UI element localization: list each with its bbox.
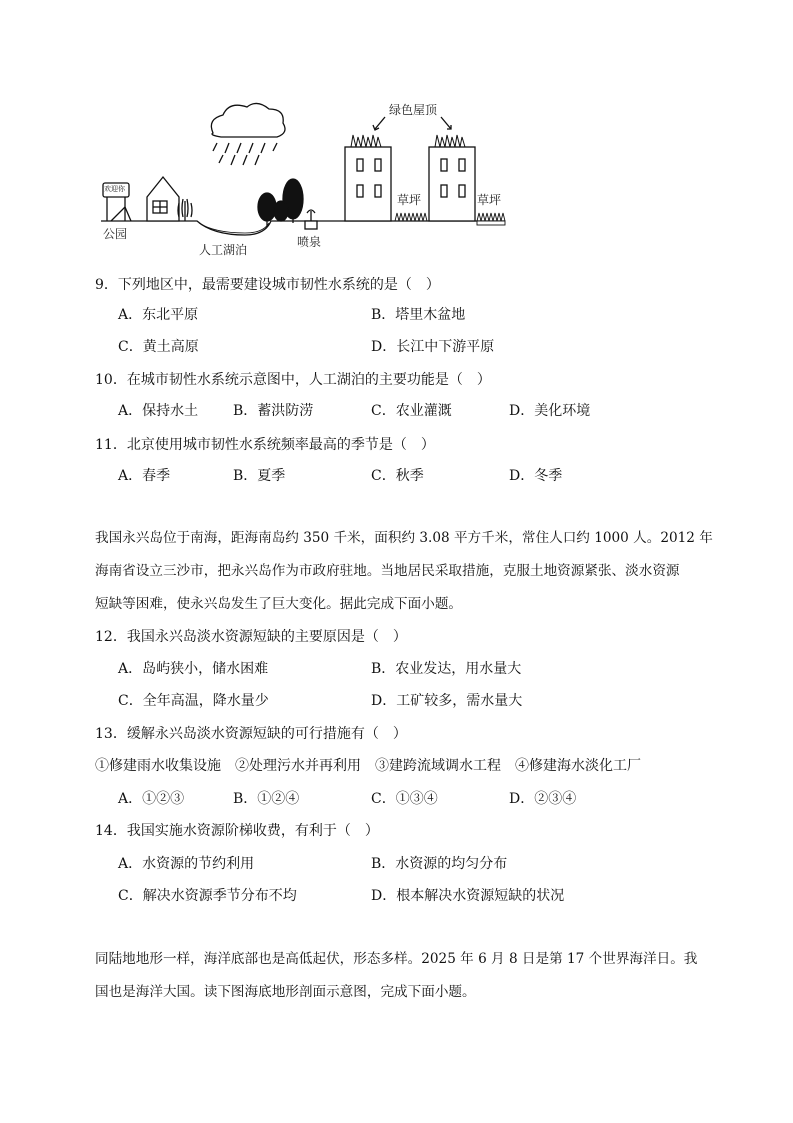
cloud-icon: [211, 103, 285, 137]
q14-option-d[interactable]: D．根本解决水资源短缺的状况: [371, 888, 565, 904]
q12-option-d[interactable]: D．工矿较多，需水量大: [371, 693, 523, 709]
park-label: 公园: [103, 227, 128, 241]
q10-option-b[interactable]: B．蓄洪防涝: [233, 403, 314, 419]
passage1-line3: 短缺等困难，使永兴岛发生了巨大变化。据此完成下面小题。: [95, 596, 463, 612]
lake-label: 人工湖泊: [199, 243, 248, 257]
q12-stem: 12．我国永兴岛淡水资源短缺的主要原因是（ ）: [95, 629, 407, 645]
q14-option-a[interactable]: A．水资源的节约利用: [118, 856, 255, 872]
building-icon-2: [429, 135, 475, 221]
fountain-label: 喷泉: [297, 235, 322, 249]
lawn-icon-1: [395, 213, 427, 221]
lawn-icon-2: [477, 213, 505, 221]
q11-option-d[interactable]: D．冬季: [509, 468, 563, 484]
lawn-label-1: 草坪: [397, 193, 422, 207]
passage1-line2: 海南省设立三沙市，把永兴岛作为市政府驻地。当地居民采取措施，克服土地资源紧张、淡水资源: [95, 563, 680, 579]
tree-icon: [258, 179, 303, 227]
lawn-label-2: 草坪: [477, 193, 502, 207]
q12-option-c[interactable]: C．全年高温，降水量少: [118, 693, 269, 709]
q11-stem: 11．北京使用城市韧性水系统频率最高的季节是（ ）: [95, 437, 435, 453]
passage2-line2: 国也是海洋大国。读下图海底地形剖面示意图，完成下面小题。: [95, 984, 476, 1000]
q9-stem: 9．下列地区中，最需要建设城市韧性水系统的是（ ）: [95, 277, 440, 293]
q9-option-a[interactable]: A．东北平原: [118, 307, 199, 323]
park-sign-text: 欢迎你: [104, 185, 125, 193]
q14-stem: 14．我国实施水资源阶梯收费，有利于（ ）: [95, 823, 379, 839]
q11-option-c[interactable]: C．秋季: [371, 468, 424, 484]
q9-option-c[interactable]: C．黄土高原: [118, 339, 199, 355]
urban-water-system-figure: [95, 95, 515, 255]
rain-icon: [213, 143, 277, 165]
passage2-line1: 同陆地地形一样，海洋底部也是高低起伏，形态多样。2025 年 6 月 8 日是第 17 个世界海洋日。我: [95, 951, 698, 967]
q12-option-b[interactable]: B．农业发达，用水量大: [371, 661, 522, 677]
willow-tree-icon: [178, 199, 192, 221]
figure-drawing: [95, 95, 515, 255]
lake-water: [199, 223, 269, 233]
q14-option-c[interactable]: C．解决水资源季节分布不均: [118, 888, 297, 904]
q13-option-b[interactable]: B．①②④: [233, 791, 300, 807]
q14-option-b[interactable]: B．水资源的均匀分布: [371, 856, 508, 872]
passage1-line1: 我国永兴岛位于南海，距海南岛约 350 千米，面积约 3.08 平方千米，常住人口约 1000 人。2012 年: [95, 530, 713, 546]
q13-option-a[interactable]: A．①②③: [118, 791, 185, 807]
fountain-icon: [305, 210, 317, 229]
q11-option-a[interactable]: A．春季: [118, 468, 171, 484]
house-icon: [147, 177, 179, 221]
q10-option-c[interactable]: C．农业灌溉: [371, 403, 452, 419]
q10-stem: 10．在城市韧性水系统示意图中，人工湖泊的主要功能是（ ）: [95, 372, 491, 388]
q13-items: ①修建雨水收集设施 ②处理污水并再利用 ③建跨流域调水工程 ④修建海水淡化工厂: [95, 758, 641, 774]
q13-stem: 13．缓解永兴岛淡水资源短缺的可行措施有（ ）: [95, 726, 407, 742]
q12-option-a[interactable]: A．岛屿狭小，储水困难: [118, 661, 269, 677]
q10-option-a[interactable]: A．保持水土: [118, 403, 199, 419]
q9-option-b[interactable]: B．塔里木盆地: [371, 307, 466, 323]
q11-option-b[interactable]: B．夏季: [233, 468, 286, 484]
q13-option-c[interactable]: C．①③④: [371, 791, 438, 807]
q9-option-d[interactable]: D．长江中下游平原: [371, 339, 495, 355]
q10-option-d[interactable]: D．美化环境: [509, 403, 591, 419]
green-roof-label: 绿色屋顶: [389, 103, 438, 117]
q13-option-d[interactable]: D．②③④: [509, 791, 577, 807]
building-icon-1: [345, 135, 391, 221]
